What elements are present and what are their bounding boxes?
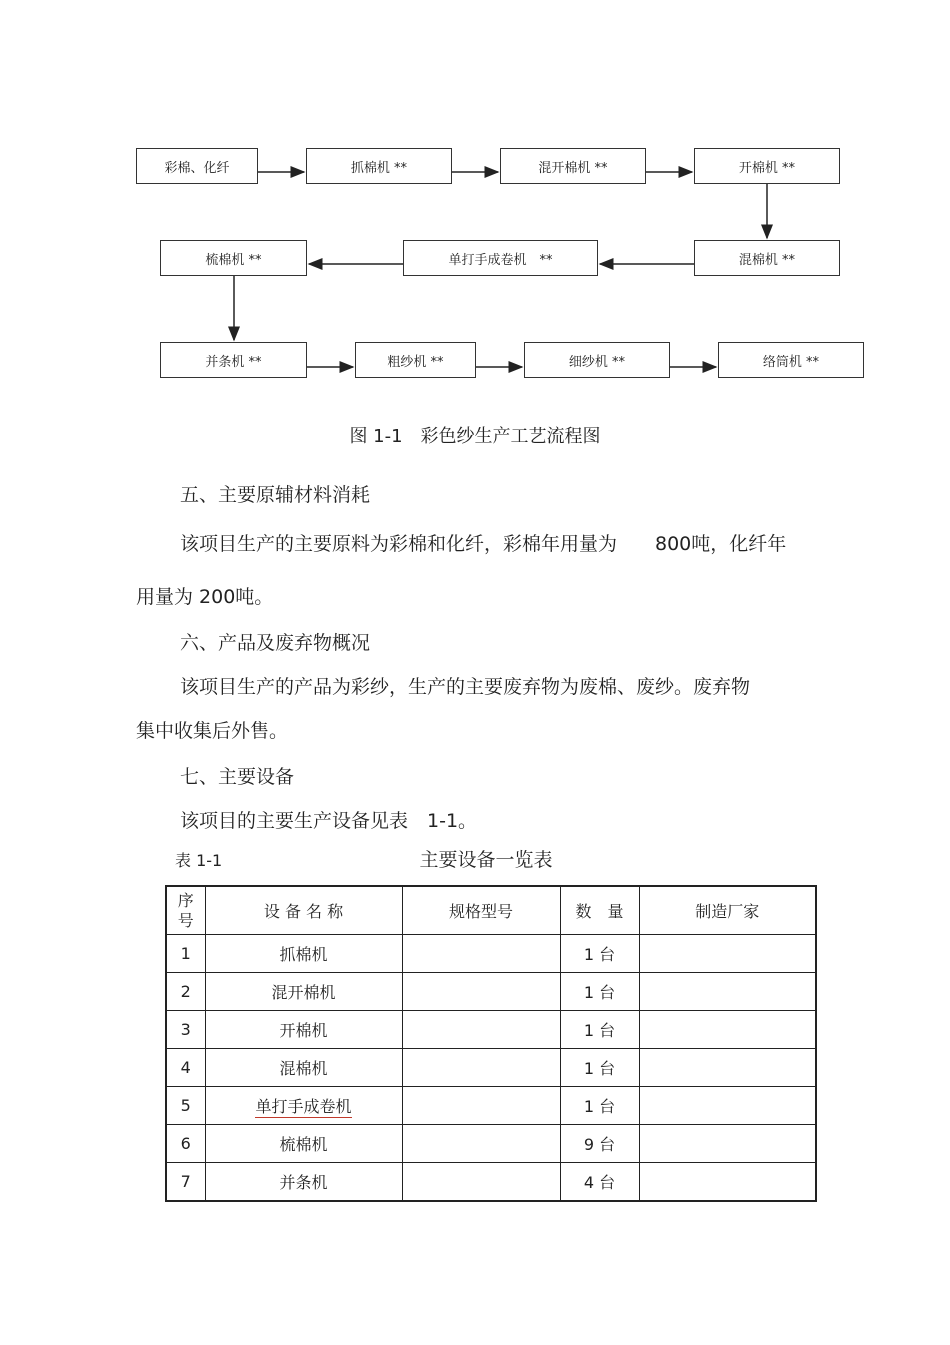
cell-name: 混棉机: [205, 1049, 402, 1087]
flow-node-opener: 开棉机 **: [694, 148, 840, 184]
cell-quantity: 1 台: [560, 1011, 639, 1049]
cell-manufacturer: [639, 1011, 816, 1049]
cell-spec: [402, 1163, 560, 1202]
flow-node-mixing-opener: 混开棉机 **: [500, 148, 646, 184]
table-row: [166, 935, 816, 973]
flow-node-roving-frame: 粗纱机 **: [355, 342, 476, 378]
section-7-heading: 七、主要设备: [180, 766, 295, 788]
flow-node-raw-material: 彩棉、化纤: [136, 148, 258, 184]
cell-quantity: 1 台: [560, 1049, 639, 1087]
cell-name: 梳棉机: [205, 1125, 402, 1163]
section-7-text: 该项目的主要生产设备见表 1-1。: [180, 810, 478, 832]
cell-spec: [402, 1049, 560, 1087]
cell-serial: 6: [166, 1125, 205, 1163]
flow-node-drawing-frame: 并条机 **: [160, 342, 307, 378]
table-row: [166, 1011, 816, 1049]
cell-manufacturer: [639, 1163, 816, 1202]
table-label: 表 1-1: [175, 851, 223, 870]
cell-spec: [402, 1087, 560, 1125]
flow-node-bale-plucker: 抓棉机 **: [306, 148, 452, 184]
cell-name: 并条机: [205, 1163, 402, 1202]
cell-name: 混开棉机: [205, 973, 402, 1011]
section-6-heading: 六、产品及废弃物概况: [180, 632, 371, 654]
cell-serial: 1: [166, 935, 205, 973]
table-row: [166, 973, 816, 1011]
header-serial: [166, 886, 205, 935]
cell-manufacturer: [639, 1049, 816, 1087]
cell-spec: [402, 1125, 560, 1163]
cell-quantity: 4 台: [560, 1163, 639, 1202]
table-row: [166, 1087, 816, 1125]
header-manufacturer: 制造厂家: [639, 886, 816, 935]
header-quantity: 数 量: [560, 886, 639, 935]
cell-name-text: 单打手成卷机: [255, 1097, 352, 1116]
cell-spec: [402, 973, 560, 1011]
cell-name: 抓棉机: [205, 935, 402, 973]
cell-spec: [402, 1011, 560, 1049]
figure-caption: 图 1-1 彩色纱生产工艺流程图: [349, 426, 601, 447]
header-serial-text: 序号: [177, 890, 194, 930]
section-6-text-line2: 集中收集后外售。: [136, 720, 289, 742]
flow-node-winder: 络筒机 **: [718, 342, 864, 378]
cell-quantity: 1 台: [560, 1087, 639, 1125]
header-name: 设 备 名 称: [205, 886, 402, 935]
cell-quantity: 1 台: [560, 973, 639, 1011]
cell-manufacturer: [639, 1087, 816, 1125]
table-row: [166, 1049, 816, 1087]
cell-name: [205, 1087, 402, 1125]
cell-serial: 5: [166, 1087, 205, 1125]
flow-node-lap-former: 单打手成卷机 **: [403, 240, 598, 276]
flow-node-spinning-frame: 细纱机 **: [524, 342, 670, 378]
header-spec: 规格型号: [402, 886, 560, 935]
equipment-table: [165, 885, 817, 1202]
cell-manufacturer: [639, 935, 816, 973]
flow-node-blender: 混棉机 **: [694, 240, 840, 276]
cell-quantity: 9 台: [560, 1125, 639, 1163]
table-title: 主要设备一览表: [419, 849, 553, 871]
cell-manufacturer: [639, 973, 816, 1011]
table-header-row: [166, 886, 816, 935]
cell-quantity: 1 台: [560, 935, 639, 973]
flowchart-arrows: [0, 0, 950, 400]
cell-spec: [402, 935, 560, 973]
cell-name: 开棉机: [205, 1011, 402, 1049]
flow-node-carding: 梳棉机 **: [160, 240, 307, 276]
section-5-heading: 五、主要原辅材料消耗: [180, 484, 371, 506]
section-6-text-line1: 该项目生产的产品为彩纱，生产的主要废弃物为废棉、废纱。废弃物: [180, 676, 751, 698]
cell-serial: 2: [166, 973, 205, 1011]
table-row: [166, 1125, 816, 1163]
cell-serial: 7: [166, 1163, 205, 1202]
section-5-text-line1: 该项目生产的主要原料为彩棉和化纤，彩棉年用量为 800吨，化纤年: [180, 533, 787, 555]
table-row: [166, 1163, 816, 1202]
section-5-text-line2: 用量为 200吨。: [136, 586, 274, 608]
cell-serial: 4: [166, 1049, 205, 1087]
cell-serial: 3: [166, 1011, 205, 1049]
cell-manufacturer: [639, 1125, 816, 1163]
